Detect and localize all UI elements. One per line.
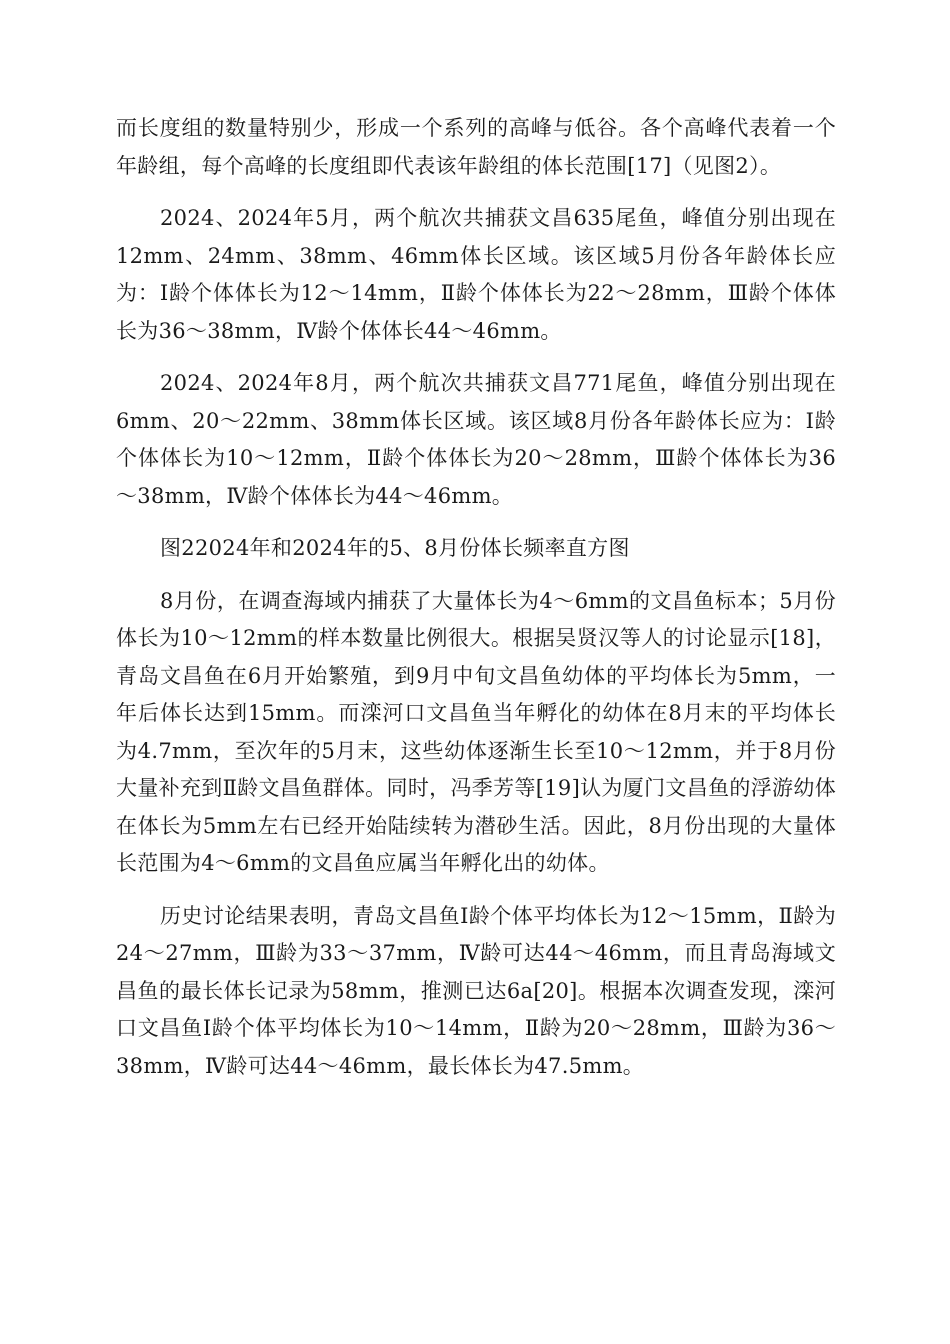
paragraph-may-results: 2024、2024年5月，两个航次共捕获文昌635尾鱼，峰值分别出现在12mm、24mm、38mm、46mm体长区域。该区域5月份各年龄体长应为：Ⅰ龄个体体长为12～14mm，Ⅱ龄个体体长为22～28mm，Ⅲ龄个体体长为36～38mm，Ⅳ龄个体体长44～46mm。 bbox=[116, 206, 836, 343]
document-body bbox=[116, 110, 836, 1100]
paragraph-august-results: 2024、2024年8月，两个航次共捕获文昌771尾鱼，峰值分别出现在6mm、20～22mm、38mm体长区域。该区域8月份各年龄体长应为：Ⅰ龄个体体长为10～12mm，Ⅱ龄个体体长为20～28mm，Ⅲ龄个体体长为36～38mm，Ⅳ龄个体体长为44～46mm。 bbox=[116, 371, 836, 508]
paragraph-juvenile-discussion: 8月份，在调查海域内捕获了大量体长为4～6mm的文昌鱼标本；5月份体长为10～12mm的样本数量比例很大。根据吴贤汉等人的讨论显示[18]，青岛文昌鱼在6月开始繁殖，到9月中旬文昌鱼幼体的平均体长为5mm，一年后体长达到15mm。而滦河口文昌鱼当年孵化的幼体在8月末的平均体长为4.7mm，至次年的5月末，这些幼体逐渐生长至10～12mm，并于8月份大量补充到Ⅱ龄文昌鱼群体。同时，冯季芳等[19]认为厦门文昌鱼的浮游幼体在体长为5mm左右已经开始陆续转为潜砂生活。因此，8月份出现的大量体长范围为4～6mm的文昌鱼应属当年孵化出的幼体。 bbox=[116, 588, 836, 875]
paragraph-historical-comparison: 历史讨论结果表明，青岛文昌鱼Ⅰ龄个体平均体长为12～15mm，Ⅱ龄为24～27mm，Ⅲ龄为33～37mm，Ⅳ龄可达44～46mm，而且青岛海域文昌鱼的最长体长记录为58mm，推测已达6a[20]。根据本次调查发现，滦河口文昌鱼Ⅰ龄个体平均体长为10～14mm，Ⅱ龄为20～28mm，Ⅲ龄为36～38mm，Ⅳ龄可达44～46mm，最长体长为47.5mm。 bbox=[116, 903, 836, 1078]
paragraph-continuation: 而长度组的数量特别少，形成一个系列的高峰与低谷。各个高峰代表着一个年龄组，每个高峰的长度组即代表该年龄组的体长范围[17]（见图2）。 bbox=[116, 116, 836, 178]
figure-caption: 图22024年和2024年的5、8月份体长频率直方图 bbox=[160, 536, 630, 560]
